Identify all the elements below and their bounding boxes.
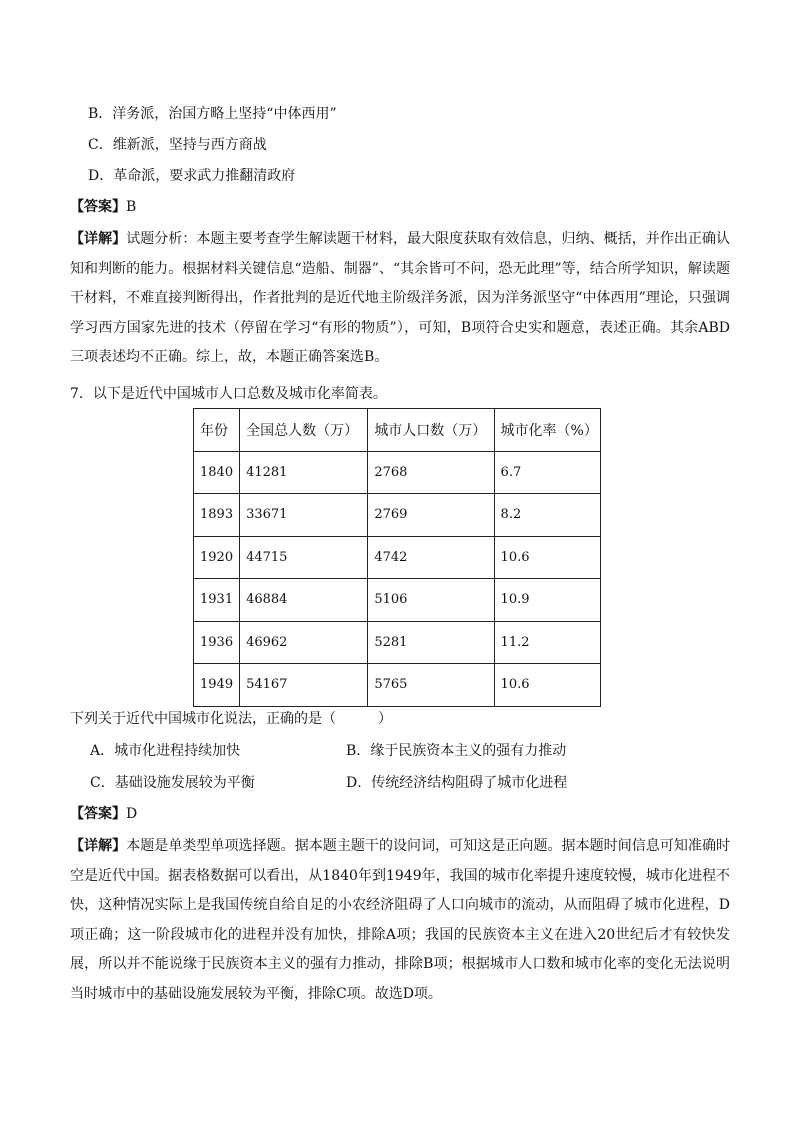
- table-row: [194, 579, 601, 622]
- table-cell: 33671: [240, 494, 368, 537]
- table-cell: 2769: [368, 494, 494, 537]
- table-row: [194, 621, 601, 664]
- question-7-text: 下列关于近代中国城市化说法，正确的是（ ）: [70, 711, 392, 727]
- table-cell: 5106: [368, 579, 494, 622]
- table-cell: 5281: [368, 621, 494, 664]
- table-cell: 10.9: [494, 579, 600, 622]
- header-urban: 城市人口数（万）: [368, 409, 494, 452]
- table-cell: 1840: [194, 451, 240, 494]
- table-cell: 10.6: [494, 536, 600, 579]
- table-cell: 1936: [194, 621, 240, 664]
- table-cell: 6.7: [494, 451, 600, 494]
- answer-label: 【答案】: [70, 199, 126, 215]
- option-a: A．城市化进程持续加快: [90, 743, 241, 759]
- table-cell: 1920: [194, 536, 240, 579]
- header-year: 年份: [194, 409, 240, 452]
- detail-text: 试题分析：本题主要考查学生解读题干材料，最大限度获取有效信息，归纳、概括，并作出正确认知和判断的能力。根据材料关键信息“造船、制器”、“其余皆可不问，恐无此理”等，结合所学知识，解读题干材料，不难直接判断得出，作者批判的是近代地主阶级洋务派，因为洋务派坚守“中体西用”理论，只强调学习西方国家先进的技术（停留在学习“有形的物质”），可知，B项符合史实和题意，表述正确。其余ABD三项表述均不正确。综上，故，本题正确答案选B。: [70, 231, 731, 365]
- table-row: [194, 494, 601, 537]
- detail-6: [70, 225, 730, 373]
- table-cell: 1931: [194, 579, 240, 622]
- detail-label: 【详解】: [70, 838, 127, 854]
- answer-value: B: [126, 199, 137, 215]
- detail-7: [70, 832, 730, 1009]
- table-cell: 46962: [240, 621, 368, 664]
- question-7-stem: 7．以下是近代中国城市人口总数及城市化率简表。: [70, 386, 387, 402]
- option-d: D．传统经济结构阻碍了城市化进程: [346, 775, 568, 791]
- table-cell: 54167: [240, 664, 368, 707]
- table-header-row: [194, 409, 601, 452]
- table-cell: 11.2: [494, 621, 600, 664]
- header-total: 全国总人数（万）: [240, 409, 368, 452]
- table-cell: 41281: [240, 451, 368, 494]
- detail-label: 【详解】: [70, 231, 127, 247]
- answer-7: [70, 804, 137, 824]
- table-cell: 2768: [368, 451, 494, 494]
- table-row: [194, 451, 601, 494]
- answer-label: 【答案】: [70, 806, 126, 822]
- answer-value: D: [126, 806, 138, 822]
- table-cell: 44715: [240, 536, 368, 579]
- detail-text: 本题是单类型单项选择题。据本题主题干的设问词，可知这是正向题。据本题时间信息可知准确时空是近代中国。据表格数据可以看出，从1840年到1949年，我国的城市化率提升速度较慢，城市化进程不快，这种情况实际上是我国传统自给自足的小农经济阻碍了人口向城市的流动，从而阻碍了城市化进程，D项正确；这一阶段城市化的进程并没有加快，排除A项；我国的民族资本主义在进入20世纪后才有较快发展，所以并不能说缘于民族资本主义的强有力推动，排除B项；根据城市人口数和城市化率的变化无法说明当时城市中的基础设施发展较为平衡，排除C项。故选D项。: [70, 838, 731, 1002]
- table-row: [194, 536, 601, 579]
- option-b: B．缘于民族资本主义的强有力推动: [346, 743, 567, 759]
- population-table: [193, 408, 601, 707]
- table-cell: 46884: [240, 579, 368, 622]
- table-cell: 1949: [194, 664, 240, 707]
- option-c-prev: C．维新派，坚持与西方商战: [88, 137, 267, 153]
- table-cell: 10.6: [494, 664, 600, 707]
- option-b-prev: B．洋务派，治国方略上坚持“中体西用”: [88, 106, 337, 122]
- option-c: C．基础设施发展较为平衡: [90, 775, 255, 791]
- answer-6: [70, 197, 136, 217]
- table-cell: 5765: [368, 664, 494, 707]
- table-cell: 1893: [194, 494, 240, 537]
- table-cell: 8.2: [494, 494, 600, 537]
- table-row: [194, 664, 601, 707]
- table-cell: 4742: [368, 536, 494, 579]
- header-rate: 城市化率（%）: [494, 409, 600, 452]
- option-d-prev: D．革命派，要求武力推翻清政府: [88, 168, 296, 184]
